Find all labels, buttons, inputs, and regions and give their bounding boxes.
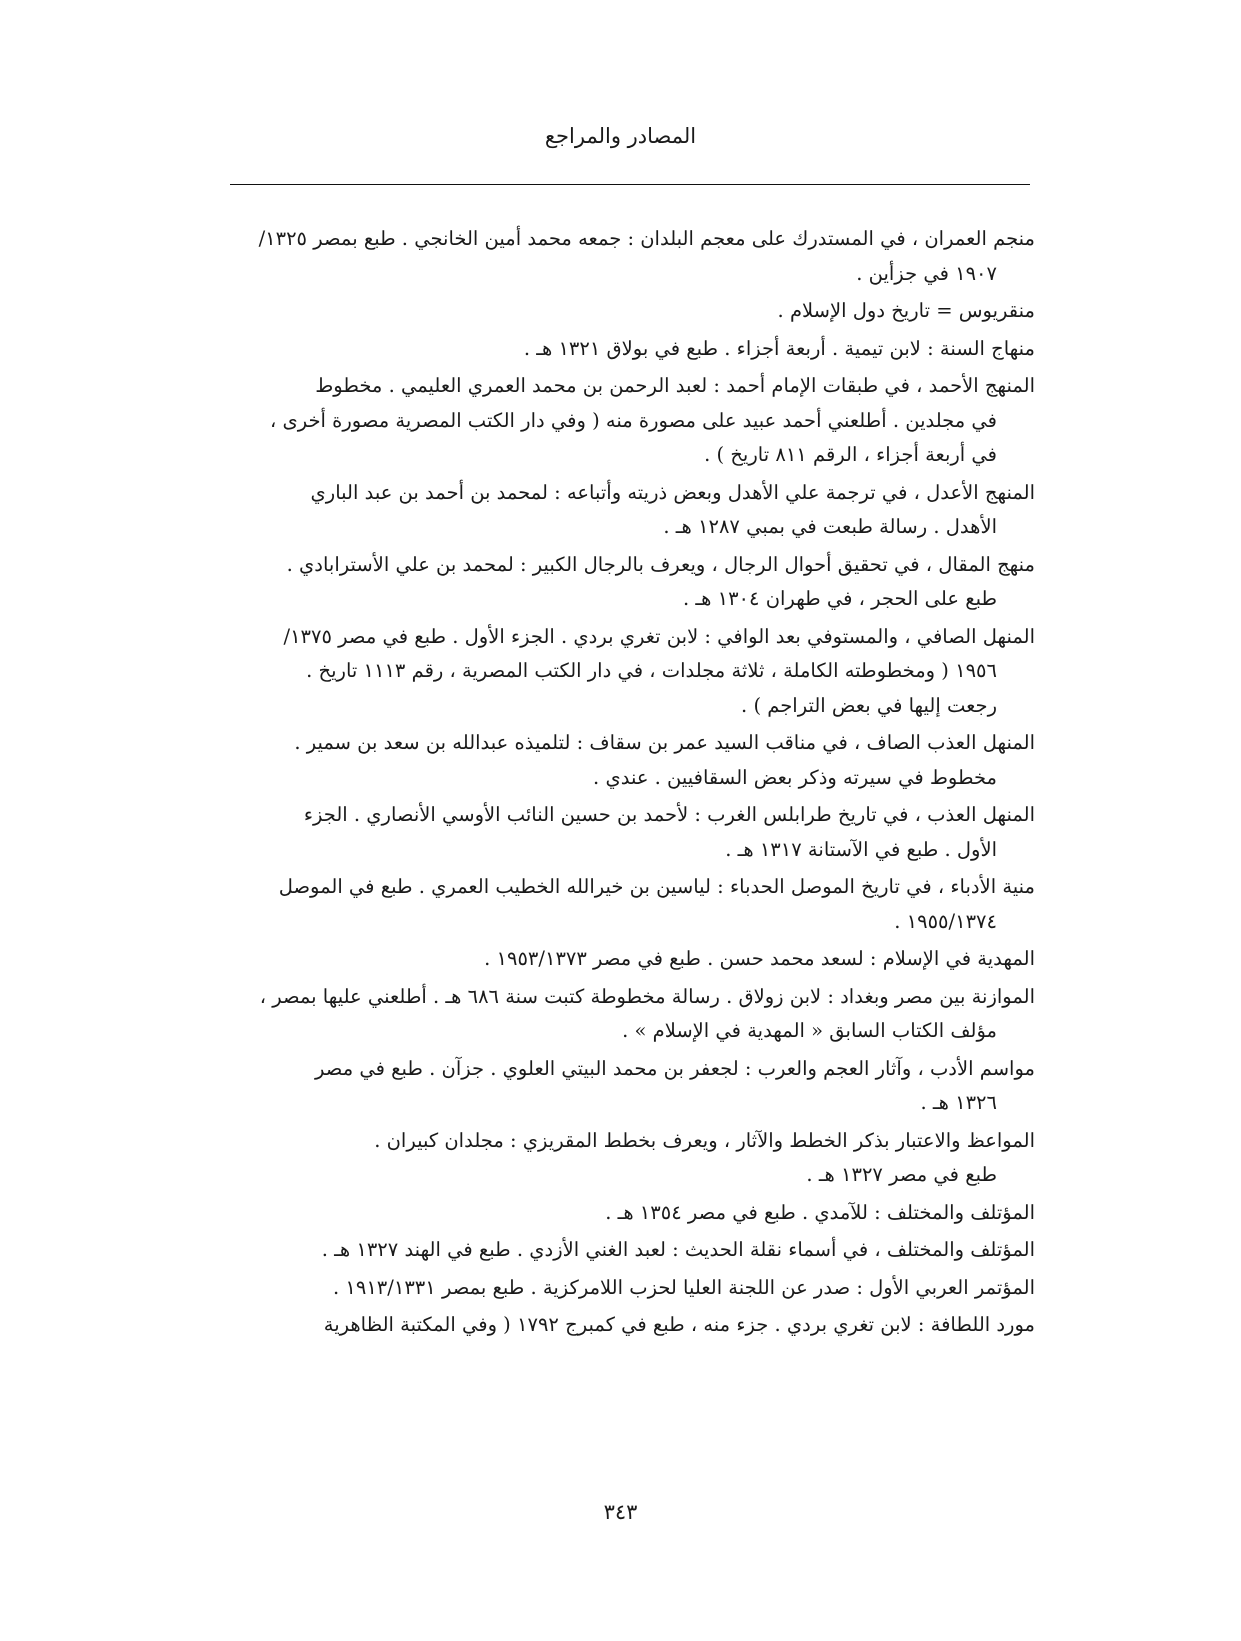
entry-line: ١٩٠٧ في جزأين . [856,261,997,285]
bibliography-entry [225,980,1035,1049]
entry-line: منقريوس = تاريخ دول الإسلام . [777,299,1035,322]
entry-line: المنهج الأحمد ، في طبقات الإمام أحمد : لعبد الرحمن بن محمد العمري العليمي . مخطوط [315,374,1035,397]
entry-line: ١٩٥٦ ( ومخطوطته الكاملة ، ثلاثة مجلدات ، في دار الكتب المصرية ، رقم ١١١٣ تاريخ . [306,659,997,682]
entry-line: منجم العمران ، في المستدرك على معجم البلدان : جمعه محمد أمين الخانجي . طبع بمصر ١٣٢٥/ [258,227,1035,250]
page-number: ٣٤٣ [603,1500,638,1524]
entry-line: المهدية في الإسلام : لسعد محمد حسن . طبع في مصر ١٩٥٣/١٣٧٣ . [484,947,1035,970]
entry-line: المواعظ والاعتبار بذكر الخطط والآثار ، ويعرف بخطط المقريزي : مجلدان كبيران . [374,1128,1035,1152]
entry-line: مخطوط في سيرته وذكر بعض السقافيين . عندي . [593,765,997,789]
bibliography-entry [225,1196,1035,1231]
entry-line: ١٣٢٦ هـ . [920,1091,997,1114]
bibliography-list [225,222,1035,1346]
entry-line: المنهل الصافي ، والمستوفي بعد الوافي : لابن تغري بردي . الجزء الأول . طبع في مصر ١٣٧٥/ [283,624,1035,648]
entry-line: في مجلدين . أطلعني أحمد عبيد على مصورة منه ( وفي دار الكتب المصرية مصورة أخرى ، [269,408,997,432]
bibliography-entry [225,1308,1035,1343]
entry-line: المنهج الأعدل ، في ترجمة علي الأهدل وبعض ذريته وأتباعه : لمحمد بن أحمد بن عبد الباري [310,480,1035,504]
entry-line: رجعت إليها في بعض التراجم ) . [741,693,997,717]
header-rule [230,184,1030,185]
bibliography-entry [225,870,1035,939]
bibliography-entry [225,1233,1035,1268]
bibliography-entry [225,332,1035,367]
bibliography-entry [225,548,1035,617]
bibliography-entry [225,1124,1035,1193]
entry-line: ١٩٥٥/١٣٧٤ . [894,909,997,933]
entry-line: المنهل العذب الصاف ، في مناقب السيد عمر بن سقاف : لتلميذه عبدالله بن سعد بن سمير . [294,731,1035,754]
entry-line: منهاج السنة : لابن تيمية . أربعة أجزاء . طبع في بولاق ١٣٢١ هـ . [523,336,1035,360]
entry-line: طبع في مصر ١٣٢٧ هـ . [806,1163,997,1186]
entry-line: المؤتلف والمختلف ، في أسماء نقلة الحديث : لعبد الغني الأزدي . طبع في الهند ١٣٢٧ هـ . [321,1238,1035,1261]
bibliography-entry [225,294,1035,329]
bibliography-entry [225,942,1035,977]
entry-line: مؤلف الكتاب السابق « المهدية في الإسلام » . [622,1019,997,1042]
entry-line: المنهل العذب ، في تاريخ طرابلس الغرب : لأحمد بن حسين النائب الأوسي الأنصاري . الجزء [303,803,1035,826]
entry-line: مورد اللطافة : لابن تغري بردي . جزء منه ، طبع في كمبرج ١٧٩٢ ( وفي المكتبة الظاهرية [323,1313,1035,1336]
entry-line: الأول . طبع في الآستانة ١٣١٧ هـ . [725,837,997,861]
running-head: المصادر والمراجع [544,124,697,148]
entry-line: الأهدل . رسالة طبعت في بمبي ١٢٨٧ هـ . [663,515,997,538]
bibliography-entry [225,798,1035,867]
entry-line: طبع على الحجر ، في طهران ١٣٠٤ هـ . [683,587,997,610]
entry-line: المؤتمر العربي الأول : صدر عن اللجنة العليا لحزب اللامركزية . طبع بمصر ١٩١٣/١٣٣١ . [332,1275,1035,1299]
bibliography-entry [225,222,1035,291]
entry-line: الموازنة بين مصر وبغداد : لابن زولاق . رسالة مخطوطة كتبت سنة ٦٨٦ هـ . أطلعني عليها بمصر ، [259,984,1035,1008]
entry-line: منية الأدباء ، في تاريخ الموصل الحدباء : لياسين بن خيرالله الخطيب العمري . طبع في الموصل [278,875,1035,898]
entry-line: في أربعة أجزاء ، الرقم ٨١١ تاريخ ) . [704,443,997,466]
bibliography-entry [225,476,1035,545]
bibliography-entry [225,620,1035,724]
entry-line: منهج المقال ، في تحقيق أحوال الرجال ، ويعرف بالرجال الكبير : لمحمد بن علي الأسترابادي . [286,552,1035,576]
bibliography-entry [225,1271,1035,1306]
bibliography-entry [225,1052,1035,1121]
entry-line: مواسم الأدب ، وآثار العجم والعرب : لجعفر بن محمد البيتي العلوي . جزآن . طبع في مصر [315,1056,1035,1080]
bibliography-entry [225,369,1035,473]
entry-line: المؤتلف والمختلف : للآمدي . طبع في مصر ١٣٥٤ هـ . [605,1200,1035,1224]
bibliography-entry [225,726,1035,795]
